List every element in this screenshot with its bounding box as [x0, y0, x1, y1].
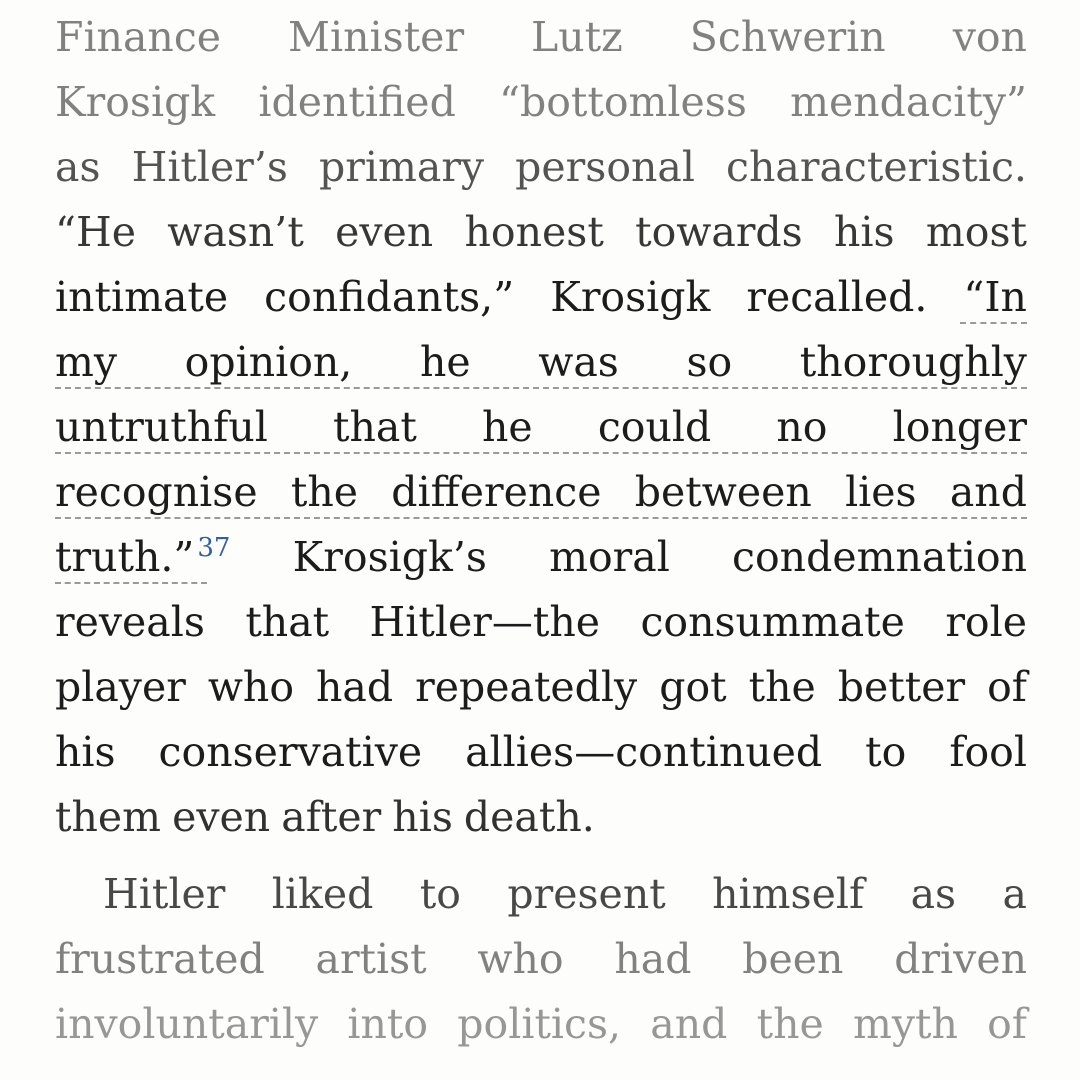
word: of: [987, 663, 1027, 711]
highlighted-word[interactable]: he: [419, 338, 471, 386]
word: of: [987, 1000, 1027, 1048]
highlighted-word-with-footnote[interactable]: [55, 525, 230, 590]
word: and: [650, 1000, 728, 1048]
word: to: [865, 728, 907, 776]
highlighted-word[interactable]: was: [538, 338, 619, 386]
highlighted-word[interactable]: and: [949, 468, 1027, 516]
word: the: [748, 663, 816, 711]
word: driven: [894, 935, 1027, 983]
word: myth: [852, 1000, 958, 1048]
word: Minister: [288, 13, 465, 61]
highlighted-word[interactable]: difference: [391, 468, 602, 516]
word: conservative: [158, 728, 423, 776]
word: been: [742, 935, 844, 983]
highlighted-word[interactable]: “In: [963, 273, 1027, 321]
word: better: [837, 663, 966, 711]
word: the: [756, 1000, 824, 1048]
word: Hitler—the: [369, 598, 601, 646]
paragraph-gap: [55, 850, 1027, 862]
word: Hitler’s: [131, 143, 288, 191]
word: his: [834, 208, 895, 256]
word: repeatedly: [415, 663, 638, 711]
highlighted-line-6[interactable]: [55, 330, 1027, 395]
word: who: [477, 935, 564, 983]
word: consummate: [640, 598, 905, 646]
word: as: [55, 143, 101, 191]
word: involuntarily: [55, 1000, 319, 1048]
word: recalled.: [746, 273, 928, 321]
word: role: [945, 598, 1027, 646]
text-line-5[interactable]: [55, 265, 1027, 330]
text-line-13: [55, 785, 1027, 850]
word: identified: [258, 78, 456, 126]
word: a: [1002, 870, 1027, 918]
word: politics,: [457, 1000, 622, 1048]
word: his: [392, 793, 453, 841]
word: artist: [315, 935, 427, 983]
word: condemnation: [732, 533, 1027, 581]
word: “bottomless: [499, 78, 747, 126]
word: mendacity”: [790, 78, 1027, 126]
word: after: [281, 793, 382, 841]
highlighted-word[interactable]: the: [290, 468, 358, 516]
word: Schwerin: [689, 13, 886, 61]
word: fool: [949, 728, 1027, 776]
word: personal: [515, 143, 695, 191]
highlighted-word[interactable]: opinion,: [184, 338, 353, 386]
highlighted-word[interactable]: could: [597, 403, 712, 451]
word: wasn’t: [167, 208, 304, 256]
word: present: [507, 870, 666, 918]
word: them: [55, 793, 162, 841]
highlighted-word[interactable]: recognise: [55, 468, 258, 516]
highlighted-line-7[interactable]: [55, 395, 1027, 460]
text-line-15: [55, 927, 1027, 992]
text-line-1: [55, 5, 1027, 70]
text-line-2: [55, 70, 1027, 135]
text-line-9[interactable]: [55, 525, 1027, 590]
highlighted-line-8[interactable]: [55, 460, 1027, 525]
word: had: [316, 663, 394, 711]
word: had: [614, 935, 692, 983]
word: towards: [635, 208, 803, 256]
word: moral: [549, 533, 670, 581]
word: confidants,”: [264, 273, 515, 321]
highlighted-word[interactable]: thoroughly: [799, 338, 1027, 386]
word: death.: [463, 793, 595, 841]
word: even: [335, 208, 434, 256]
word: that: [245, 598, 330, 646]
text-line-11: [55, 655, 1027, 720]
word: even: [172, 793, 271, 841]
word: intimate: [55, 273, 229, 321]
highlighted-word[interactable]: lies: [845, 468, 917, 516]
word: Lutz: [531, 13, 623, 61]
word: von: [952, 13, 1027, 61]
highlighted-word[interactable]: truth.”: [55, 533, 195, 581]
word: to: [419, 870, 461, 918]
highlighted-word[interactable]: my: [55, 338, 118, 386]
word: Krosigk: [55, 78, 216, 126]
word: his: [55, 728, 116, 776]
text-line-3: [55, 135, 1027, 200]
text-line-16: [55, 992, 1027, 1057]
text-line-14: [55, 862, 1027, 927]
word: Krosigk’s: [292, 533, 487, 581]
highlighted-word[interactable]: no: [776, 403, 828, 451]
word: most: [925, 208, 1027, 256]
highlighted-word[interactable]: so: [686, 338, 733, 386]
text-column: [55, 5, 1027, 1057]
text-line-10: [55, 590, 1027, 655]
text-line-4: [55, 200, 1027, 265]
word: as: [910, 870, 957, 918]
highlighted-word[interactable]: untruthful: [55, 403, 268, 451]
word: frustrated: [55, 935, 265, 983]
word: himself: [712, 870, 865, 918]
word: player: [55, 663, 186, 711]
word: into: [347, 1000, 429, 1048]
word: Hitler: [103, 870, 226, 918]
word: honest: [464, 208, 604, 256]
text-line-12: [55, 720, 1027, 785]
word: allies—continued: [465, 728, 823, 776]
highlighted-word[interactable]: that: [333, 403, 417, 451]
word: Finance: [55, 13, 222, 61]
word: “He: [55, 208, 136, 256]
word: got: [659, 663, 727, 711]
word: reveals: [55, 598, 205, 646]
word: Krosigk: [550, 273, 711, 321]
word: primary: [319, 143, 485, 191]
highlighted-word[interactable]: between: [634, 468, 812, 516]
word: characteristic.: [726, 143, 1027, 191]
highlighted-word[interactable]: longer: [892, 403, 1027, 451]
footnote-link[interactable]: 37: [197, 533, 231, 564]
highlighted-word[interactable]: he: [482, 403, 533, 451]
word: who: [207, 663, 295, 711]
word: liked: [271, 870, 374, 918]
